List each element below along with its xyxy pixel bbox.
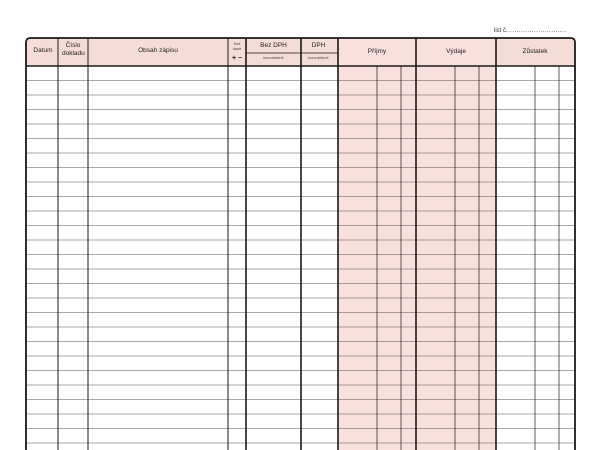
header-kod-dane-text: Kód daně xyxy=(232,42,242,51)
header-prijmy: Příjmy xyxy=(367,48,387,55)
header-bez-dph: Bez DPH xyxy=(260,42,287,49)
header-vydaje: Výdaje xyxy=(446,48,466,55)
header-kod-dane xyxy=(228,42,246,51)
header-dph: DPH xyxy=(311,42,326,49)
header-datum: Datum xyxy=(33,47,53,54)
header-cislo-dokladu-text: Číslo dokladu xyxy=(62,42,85,57)
header-obsah-zapisu: Obsah zápisu xyxy=(138,47,178,54)
header-cislo-dokladu xyxy=(58,42,88,57)
header-dph-sub: kumulativně xyxy=(308,56,329,60)
header-kod-signs: + − xyxy=(231,55,243,62)
header-bez-dph-sub: kumulativně xyxy=(263,56,284,60)
sheet-number-label: list č. xyxy=(494,28,508,34)
vydaje-column-fill xyxy=(416,38,496,450)
header-zustatek: Zůstatek xyxy=(522,48,548,55)
sheet-number-field[interactable]: ........................... xyxy=(508,28,567,34)
